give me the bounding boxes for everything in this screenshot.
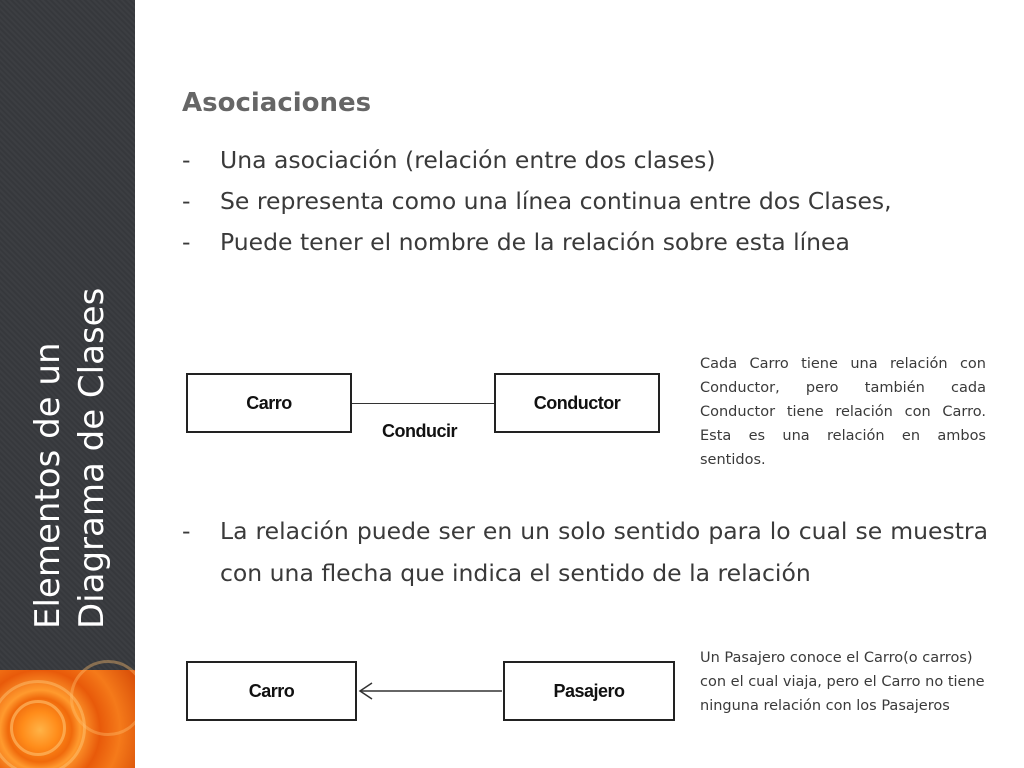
bullet-item (182, 181, 988, 222)
class-box-carro-2 (186, 661, 357, 721)
sidebar (0, 0, 135, 768)
association-line (352, 403, 494, 404)
class-name: Carro (248, 680, 295, 701)
bullet-dash: - (182, 517, 191, 545)
bullet-item (182, 510, 988, 594)
bullet-dash: - (182, 146, 191, 174)
association-name-label: Conducir (382, 421, 457, 441)
bullet-text: Puede tener el nombre de la relación sobre esta línea (220, 228, 850, 256)
bullet-dash: - (182, 187, 191, 215)
bullet-text: La relación puede ser en un solo sentido para lo cual se muestra con una flecha que indica el sentido de la relación (220, 517, 988, 587)
bullet-item (182, 222, 988, 263)
slide-section-title (26, 0, 135, 629)
class-name: Carro (246, 392, 292, 413)
bullet-text: Una asociación (relación entre dos clases) (220, 146, 716, 174)
note-bidirectional: Cada Carro tiene una relación con Conductor, pero también cada Conductor tiene relación con Carro. Esta es una relación en ambos sentidos. (700, 356, 986, 468)
class-name: Conductor (533, 392, 621, 413)
bullet-list-top (182, 140, 988, 263)
note-unidirectional: Un Pasajero conoce el Carro(o carros) con el cual viaja, pero el Carro no tiene ninguna relación con los Pasajeros (700, 650, 985, 714)
class-name: Pasajero (553, 680, 625, 701)
sidebar-orange-accent (0, 670, 135, 768)
section-title-line-2: Diagrama de Clases (72, 287, 112, 629)
class-box-pasajero (503, 661, 675, 721)
class-box-conductor (494, 373, 660, 433)
section-title-line-1: Elementos de un (28, 342, 68, 629)
bullet-text: Se representa como una línea continua entre dos Clases, (220, 187, 892, 215)
slide-heading: Asociaciones (182, 88, 372, 118)
bullet-item (182, 140, 988, 181)
navigable-association-arrow (356, 680, 504, 702)
bullet-list-bottom (182, 510, 988, 594)
class-box-carro (186, 373, 352, 433)
bullet-dash: - (182, 228, 191, 256)
